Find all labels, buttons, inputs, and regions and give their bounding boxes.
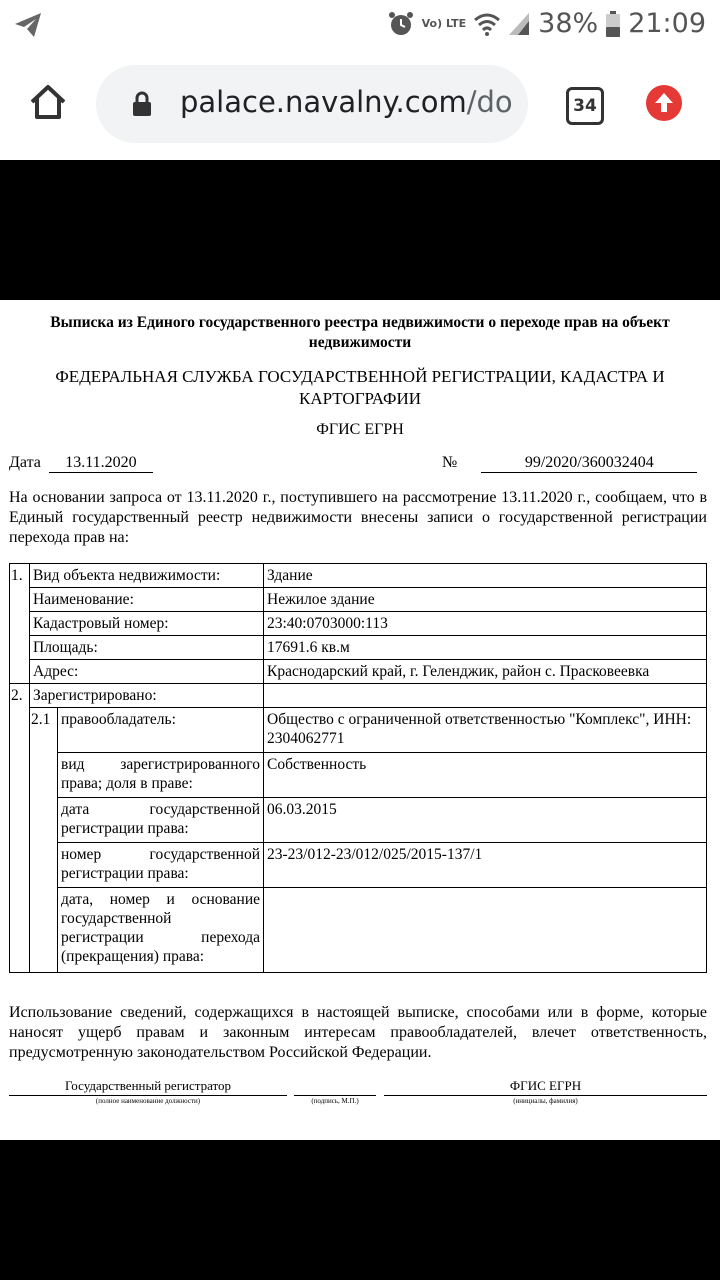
table-row [10,564,707,588]
reg-number-label [58,843,264,888]
system-name: ФГИС ЕГРН [316,421,404,438]
object-type-value: Здание [264,564,707,588]
right-type-value: Собственность [264,753,707,798]
signature-name [384,1078,707,1105]
battery-icon [606,11,620,37]
address-bar[interactable] [96,65,528,143]
name-value: Нежилое здание [264,588,707,612]
holder-label: правообладатель: [58,708,264,753]
table-row [10,612,707,636]
transfer-label-line3: регистрации перехода [61,929,260,946]
document-page [0,300,720,1140]
table-row [10,888,707,973]
sign-caption: (подпись, М.П.) [311,1097,359,1105]
reg-number-value: 23-23/012-23/012/025/2015-137/1 [264,843,707,888]
telegram-icon [14,12,42,38]
registered-label: Зарегистрировано: [30,684,264,708]
number-value: 99/2020/360032404 [481,454,697,473]
area-label: Площадь: [30,636,264,660]
battery-percent: 38% [538,8,599,39]
reg-number-label-line1: номер государственной [61,846,260,863]
document-title: Выписка из Единого государственного реестра недвижимости о переходе прав на объект недвижимости [50,314,670,351]
status-bar [0,0,720,52]
table-row [10,660,707,684]
table-row [10,708,707,753]
browser-toolbar [0,52,720,160]
cadastral-label: Кадастровый номер: [30,612,264,636]
registrar-position: Государственный регистратор [9,1078,287,1096]
clock: 21:09 [628,8,706,39]
table-row [10,843,707,888]
agency-name: ФЕДЕРАЛЬНАЯ СЛУЖБА ГОСУДАРСТВЕННОЙ РЕГИСТРАЦИИ, КАДАСТРА И КАРТОГРАФИИ [55,367,665,408]
row-number: 2.1 [30,708,58,973]
date-line [9,454,153,473]
registrar-name: ФГИС ЕГРН [384,1078,707,1096]
reg-date-label-line2: регистрации права: [61,820,189,837]
tab-switcher-button[interactable]: 34 [566,87,604,125]
table-row [10,636,707,660]
wifi-icon [474,12,500,36]
registry-table [9,563,707,973]
signal-icon [508,12,530,36]
signature-sign [294,1078,376,1105]
black-band-top [0,160,720,300]
address-label: Адрес: [30,660,264,684]
transfer-value [264,888,707,973]
holder-value: Общество с ограниченной ответственностью "Комплекс", ИНН: 2304062771 [264,708,707,753]
reg-date-label-line1: дата государственной [61,801,260,818]
signature-position [9,1078,287,1105]
number-label: № [442,454,458,471]
right-type-label-line1: вид зарегистрированного [61,756,260,773]
url-domain: palace.navalny.com [180,85,467,119]
reg-date-label [58,798,264,843]
table-row [10,588,707,612]
network-type-label: Vo) LTE [421,17,467,30]
right-type-label [58,753,264,798]
cadastral-value: 23:40:0703000:113 [264,612,707,636]
black-band-bottom [0,1140,720,1280]
home-icon[interactable] [28,82,68,122]
transfer-label-line4: (прекращения) права: [61,948,205,965]
signature-line [294,1078,376,1096]
footer-disclaimer: Использование сведений, содержащихся в настоящей выписке, способами или в форме, которые наносят ущерб правам и законным интересам правообладателей, влечет ответственность, предусмотренную законодательством Российской Федерации. [9,1004,707,1061]
registered-value [264,684,707,708]
number-line [442,454,697,473]
arrow-up-icon [646,85,682,121]
row-number: 2. [10,684,30,973]
table-row [10,753,707,798]
date-label: Дата [9,454,41,471]
table-row [10,684,707,708]
object-type-label: Вид объекта недвижимости: [30,564,264,588]
reg-date-value: 06.03.2015 [264,798,707,843]
table-row [10,798,707,843]
transfer-label-line1: дата, номер и основание [61,891,260,908]
reg-number-label-line2: регистрации права: [61,865,189,882]
update-button[interactable] [646,85,682,121]
transfer-label-line2: государственной [61,910,172,927]
name-caption: (инициалы, фамилия) [513,1097,578,1105]
lock-icon [132,91,152,117]
date-value: 13.11.2020 [49,454,153,473]
url-text [180,85,513,119]
row-number: 1. [10,564,30,684]
alarm-icon [388,11,414,37]
position-caption: (полное наименование должности) [95,1097,201,1105]
area-value: 17691.6 кв.м [264,636,707,660]
intro-paragraph: На основании запроса от 13.11.2020 г., поступившего на рассмотрение 13.11.2020 г., сообщаем, что в Единый государственный реестр недвижимости внесены записи о государственной регистрации перехода прав на: [9,489,707,546]
right-type-label-line2: права; доля в праве: [61,775,193,792]
address-value: Краснодарский край, г. Геленджик, район с. Прасковеевка [264,660,707,684]
name-label: Наименование: [30,588,264,612]
url-path: /do [466,85,513,119]
transfer-label [58,888,264,973]
